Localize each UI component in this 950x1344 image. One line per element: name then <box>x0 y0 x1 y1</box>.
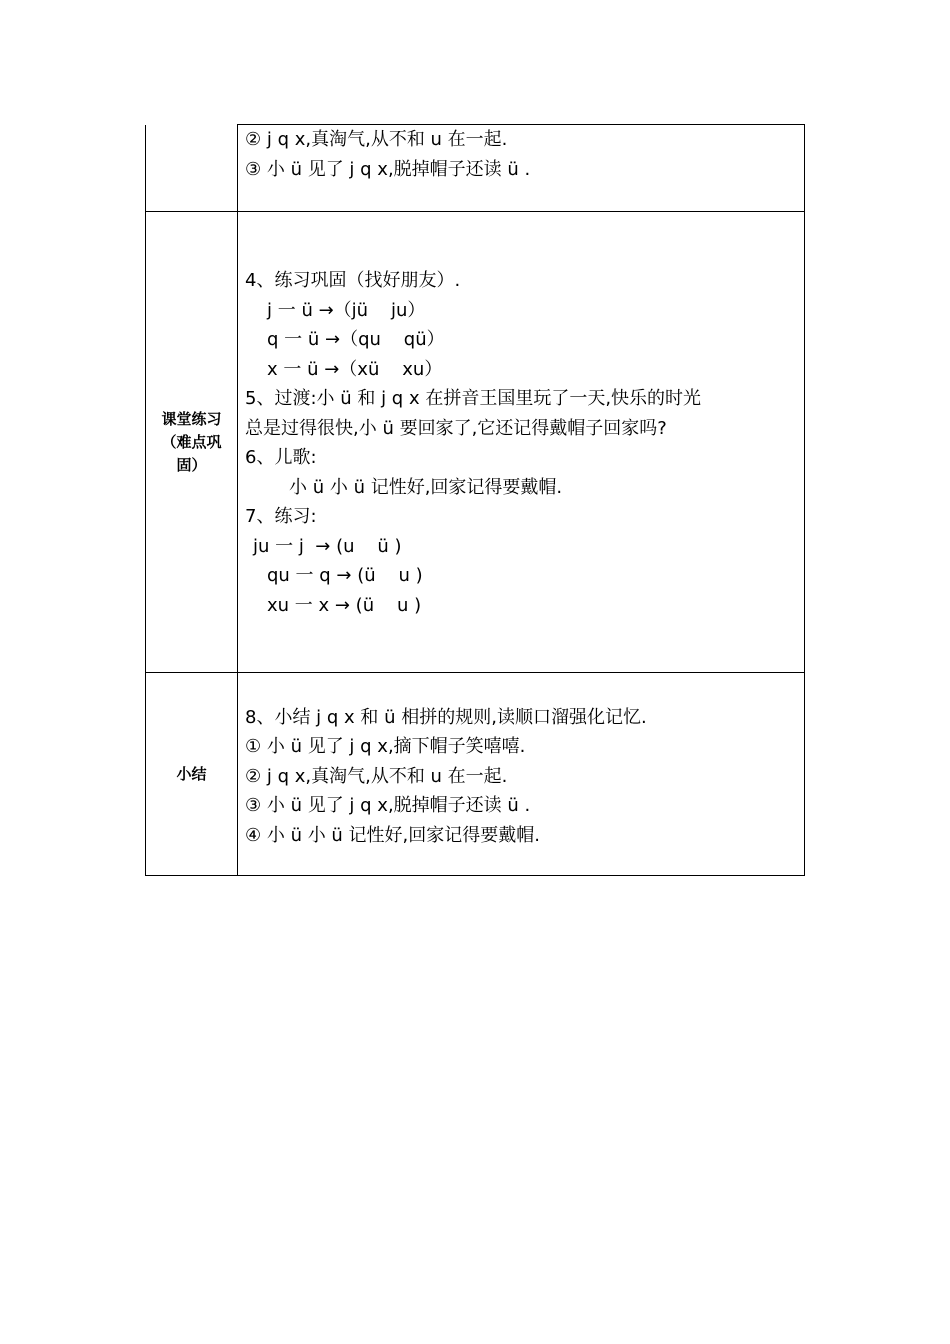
row-label-empty <box>146 125 238 212</box>
exercise-6-heading: 6、儿歌: <box>245 447 317 468</box>
summary-content-cell <box>238 673 805 876</box>
practice-qu: qu 一 q → (ü u ) <box>267 565 423 586</box>
summary-rhyme-1: ① 小 ü 见了 j q x,摘下帽子笑嘻嘻. <box>245 736 526 758</box>
summary-label: 小结 <box>146 673 238 876</box>
summary-rhyme-2: ② j q x,真淘气,从不和 u 在一起. <box>245 765 508 787</box>
transition-line-2: 总是过得很快,小 ü 要回家了,它还记得戴帽子回家吗? <box>245 417 667 439</box>
table-row-practice <box>146 212 805 673</box>
rhyme-line-2: ② j q x,真淘气,从不和 u 在一起. <box>245 129 508 150</box>
practice-ju: ju 一 j → (u ü ) <box>253 535 402 557</box>
table-row-continued <box>146 125 805 212</box>
pair-q: q 一 ü →（qu qü） <box>267 329 445 350</box>
practice-label <box>146 212 238 673</box>
summary-rhyme-4: ④ 小 ü 小 ü 记性好,回家记得要戴帽. <box>245 824 541 846</box>
practice-content-cell <box>238 212 805 673</box>
continued-content-cell <box>238 125 805 212</box>
practice-xu: xu 一 x → (ü u ) <box>267 594 422 616</box>
pair-j: j 一 ü →（jü ju） <box>267 299 426 321</box>
summary-rhyme-3: ③ 小 ü 见了 j q x,脱掉帽子还读 ü . <box>245 795 531 817</box>
exercise-7-heading: 7、练习: <box>245 506 317 527</box>
rhyme-line-3: ③ 小 ü 见了 j q x,脱掉帽子还读 ü . <box>245 158 531 180</box>
lesson-plan-table <box>145 124 805 876</box>
nursery-rhyme: 小 ü 小 ü 记性好,回家记得要戴帽. <box>289 476 563 498</box>
exercise-4-heading: 4、练习巩固（找好朋友）. <box>245 270 461 291</box>
practice-label-text: 课堂练习（难点巩固） <box>161 409 222 474</box>
summary-heading: 8、小结 j q x 和 ü 相拼的规则,读顺口溜强化记忆. <box>245 706 647 728</box>
pair-x: x 一 ü →（xü xu） <box>267 358 443 380</box>
transition-line-1: 5、过渡:小 ü 和 j q x 在拼音王国里玩了一天,快乐的时光 <box>245 388 702 409</box>
table-row-summary <box>146 673 805 876</box>
